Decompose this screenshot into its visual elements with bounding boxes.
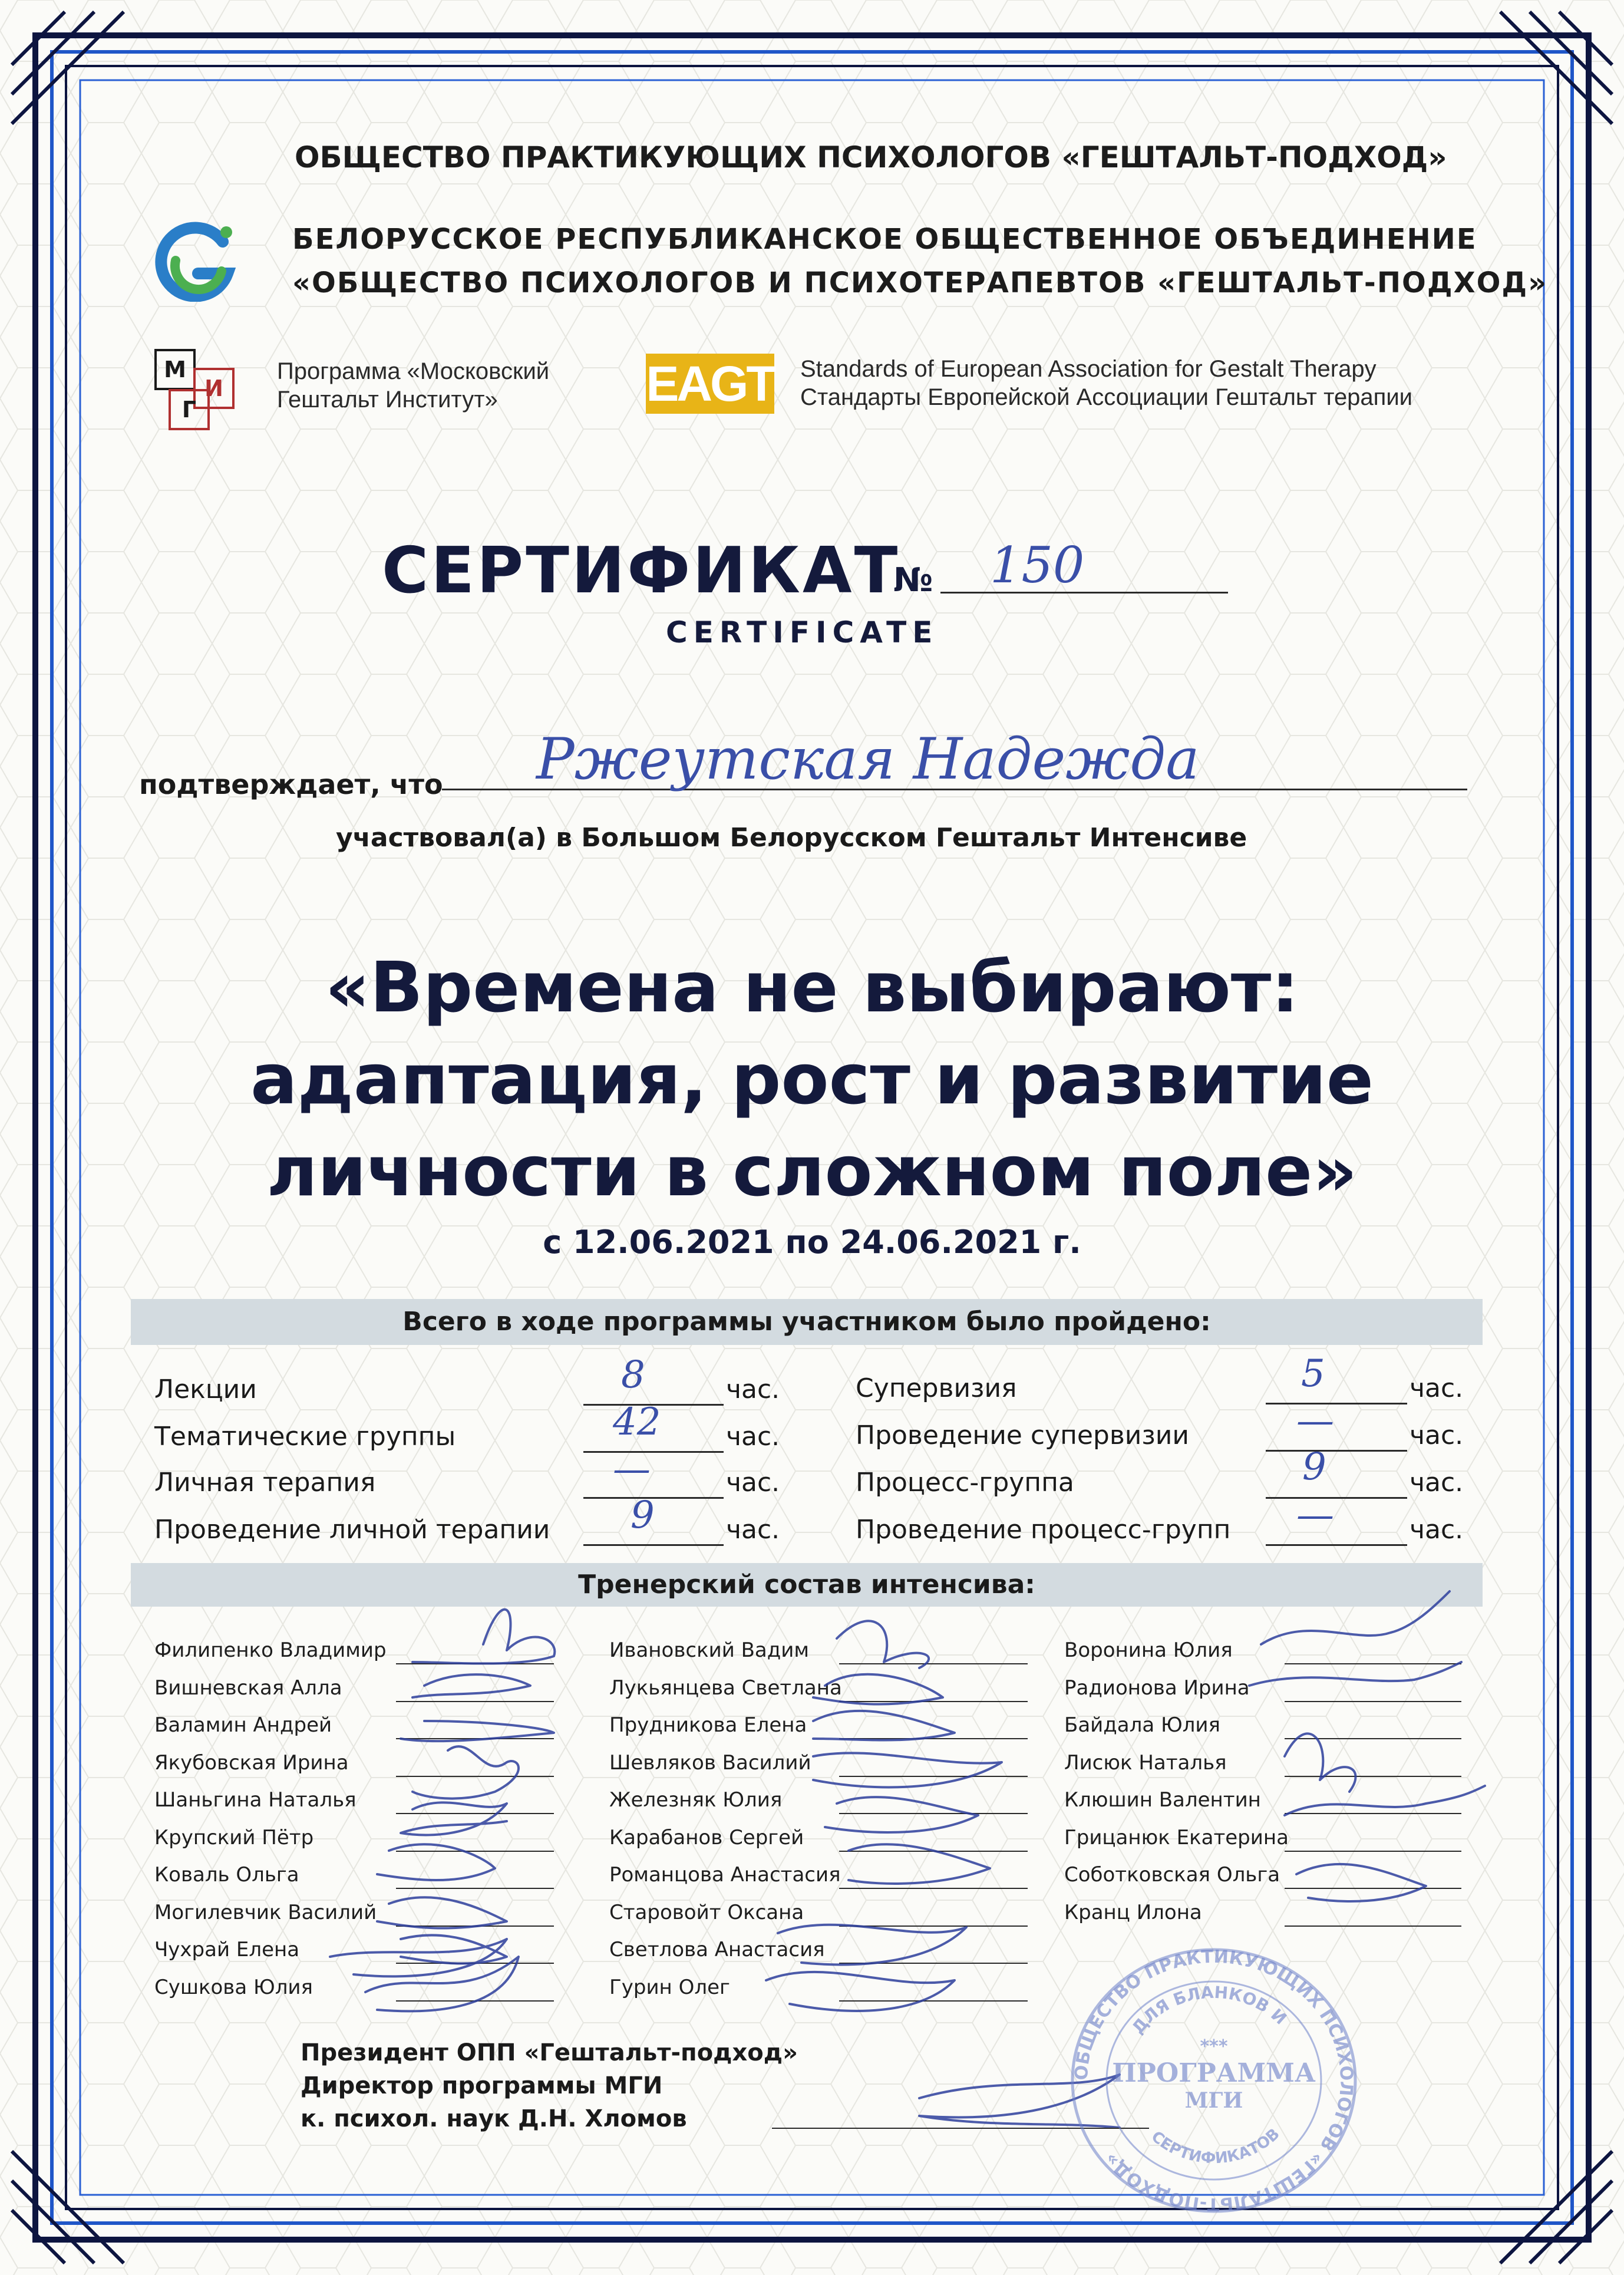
trainer-name: Радионова Ирина	[1064, 1676, 1250, 1700]
hours-label: Личная терапия	[154, 1468, 376, 1498]
org-line-3: «ОБЩЕСТВО ПСИХОЛОГОВ И ПСИХОТЕРАПЕВТОВ «ГЕШТАЛЬТ-ПОДХОД»	[292, 266, 1548, 299]
trainer-signature	[1285, 1786, 1485, 1815]
trainer-signature	[778, 1925, 966, 1965]
recipient-name: Ржеутская Надежда	[536, 726, 1200, 792]
trainer-name: Клюшин Валентин	[1064, 1788, 1261, 1812]
trainer-name: Соботковская Ольга	[1064, 1863, 1280, 1887]
trainer-signature	[766, 1972, 955, 2011]
trainer-signature	[365, 1957, 519, 2011]
hours-label: Тематические группы	[154, 1422, 456, 1452]
program-title-line-3: личности в сложном поле»	[266, 1130, 1358, 1212]
mgi-text-line-2: Гештальт Институт»	[277, 387, 498, 413]
trainer-signature	[377, 1897, 507, 1928]
trainer-signature	[849, 1844, 990, 1884]
trainer-signature	[401, 1802, 507, 1835]
trainer-name: Байдала Юлия	[1064, 1713, 1220, 1737]
trainer-signature	[401, 1935, 507, 1963]
trainer-name: Сушкова Юлия	[154, 1975, 313, 1999]
trainer-name: Железняк Юлия	[609, 1788, 783, 1812]
trainer-name: Лукьянцева Светлана	[609, 1676, 842, 1700]
trainer-name: Карабанов Сергей	[609, 1825, 804, 1849]
hours-value: 42	[613, 1400, 661, 1444]
trainer-signature	[412, 1746, 519, 1798]
trainer-name: Воронина Юлия	[1064, 1638, 1233, 1662]
hours-unit: час.	[1410, 1515, 1464, 1545]
trainer-signature	[1296, 1864, 1426, 1901]
certificate-subtitle: CERTIFICATE	[666, 615, 939, 649]
hours-unit: час.	[726, 1422, 780, 1452]
hours-value: 5	[1301, 1352, 1325, 1396]
trainer-name: Ивановский Вадим	[609, 1638, 810, 1662]
hours-label: Проведение процесс-групп	[856, 1515, 1231, 1545]
trainer-signature	[837, 1621, 929, 1668]
trainer-signature	[825, 1797, 978, 1832]
hours-value: —	[1296, 1399, 1334, 1443]
org-line-2: БЕЛОРУССКОЕ РЕСПУБЛИКАНСКОЕ ОБЩЕСТВЕННОЕ ОБЪЕДИНЕНИЕ	[292, 223, 1477, 256]
eagt-text-line-1: Standards of European Association for Gestalt Therapy	[800, 356, 1377, 382]
trainer-name: Филипенко Владимир	[154, 1638, 387, 1662]
participated-text: участвовал(а) в Большом Белорусском Гештальт Интенсиве	[336, 823, 1247, 853]
trainer-signature	[813, 1674, 943, 1704]
trainer-name: Прудникова Елена	[609, 1713, 807, 1737]
stamp-inner-bottom: СЕРТИФИКАТОВ	[1147, 2125, 1283, 2168]
trainers-band-label: Тренерский состав интенсива:	[578, 1570, 1035, 1600]
certificate-title: СЕРТИФИКАТ	[382, 534, 900, 608]
hours-unit: час.	[1410, 1373, 1464, 1403]
hours-unit: час.	[1410, 1420, 1464, 1450]
hours-value: 9	[631, 1493, 655, 1537]
hours-label: Процесс-группа	[856, 1468, 1074, 1498]
president-line-3: к. психол. наук Д.Н. Хломов	[301, 2105, 687, 2132]
stamp-stars: ***	[1200, 2036, 1228, 2057]
number-label: №	[893, 561, 933, 599]
trainer-signature	[813, 1753, 1002, 1787]
trainer-signature	[1285, 1733, 1355, 1792]
trainer-signature	[401, 1721, 554, 1741]
trainer-name: Вишневская Алла	[154, 1676, 342, 1700]
trainer-name: Чухрай Елена	[154, 1938, 300, 1961]
trainer-name: Якубовская Ирина	[154, 1750, 349, 1775]
org-line-1: ОБЩЕСТВО ПРАКТИКУЮЩИХ ПСИХОЛОГОВ «ГЕШТАЛЬТ-ПОДХОД»	[295, 140, 1447, 174]
hours-label: Проведение личной терапии	[154, 1515, 550, 1545]
trainer-name: Шаньгина Наталья	[154, 1788, 357, 1812]
trainer-name: Шевляков Василий	[609, 1750, 811, 1775]
trainer-name: Кранц Илона	[1064, 1900, 1202, 1924]
stamp-center-line-1: ПРОГРАММА	[1112, 2058, 1316, 2088]
trainer-signature	[412, 1674, 530, 1697]
trainer-name: Крупский Пётр	[154, 1825, 314, 1849]
trainer-signature	[377, 1844, 495, 1880]
trainer-name: Грицанюк Екатерина	[1064, 1825, 1289, 1849]
trainer-signature	[412, 1610, 554, 1664]
trainer-name: Коваль Ольга	[154, 1863, 299, 1887]
hours-label: Лекции	[154, 1374, 257, 1404]
program-title-line-1: «Времена не выбирают:	[325, 947, 1299, 1028]
stamp-inner-top: ДЛЯ БЛАНКОВ И	[1128, 1982, 1290, 2038]
hours-value: 8	[621, 1353, 645, 1397]
mgi-logo-g: Г	[169, 389, 210, 430]
hours-value: 9	[1302, 1445, 1326, 1489]
eagt-text-line-2: Стандарты Европейской Ассоциации Гештальт терапии	[800, 384, 1413, 410]
hours-unit: час.	[726, 1374, 780, 1404]
hours-unit: час.	[1410, 1468, 1464, 1498]
hours-band-label: Всего в ходе программы участником было пройдено:	[402, 1307, 1211, 1337]
stamp-outer-text: ОБЩЕСТВО ПРАКТИКУЮЩИХ ПСИХОЛОГОВ «ГЕШТАЛЬТ-ПОДХОД»	[1071, 1946, 1357, 2215]
hours-label: Супервизия	[856, 1373, 1017, 1403]
organization-stamp	[1055, 1945, 1373, 2216]
program-dates: с 12.06.2021 по 24.06.2021 г.	[543, 1224, 1081, 1261]
trainer-name: Могилевчик Василий	[154, 1900, 377, 1924]
trainer-signature	[1261, 1591, 1450, 1644]
eagt-logo: EAGT	[646, 354, 774, 414]
certificate-number: 150	[990, 536, 1085, 594]
hours-value: —	[613, 1448, 651, 1491]
trainer-name: Светлова Анастасия	[609, 1938, 825, 1961]
mgi-text-line-1: Программа «Московский	[277, 358, 550, 384]
mgi-logo-i: И	[193, 368, 235, 409]
president-line-2: Директор программы МГИ	[301, 2072, 663, 2099]
trainer-name: Лисюк Наталья	[1064, 1750, 1227, 1775]
hours-unit: час.	[726, 1468, 780, 1498]
hours-label: Проведение супервизии	[856, 1420, 1189, 1450]
hours-value: —	[1296, 1493, 1334, 1537]
trainer-name: Валамин Андрей	[154, 1713, 332, 1737]
trainer-signature	[813, 1711, 955, 1740]
program-title-line-2: адаптация, рост и развитие	[250, 1038, 1374, 1120]
trainer-signature	[1249, 1662, 1461, 1686]
mgi-logo-m: М	[154, 349, 196, 390]
confirms-label: подтверждает, что	[139, 769, 443, 800]
trainer-name: Романцова Анастасия	[609, 1863, 841, 1887]
hours-unit: час.	[726, 1515, 780, 1545]
trainer-name: Старовойт Оксана	[609, 1900, 804, 1924]
trainer-name: Гурин Олег	[609, 1975, 730, 1999]
stamp-center-line-2: МГИ	[1184, 2088, 1243, 2113]
president-line-1: Президент ОПП «Гештальт-подход»	[301, 2039, 798, 2066]
